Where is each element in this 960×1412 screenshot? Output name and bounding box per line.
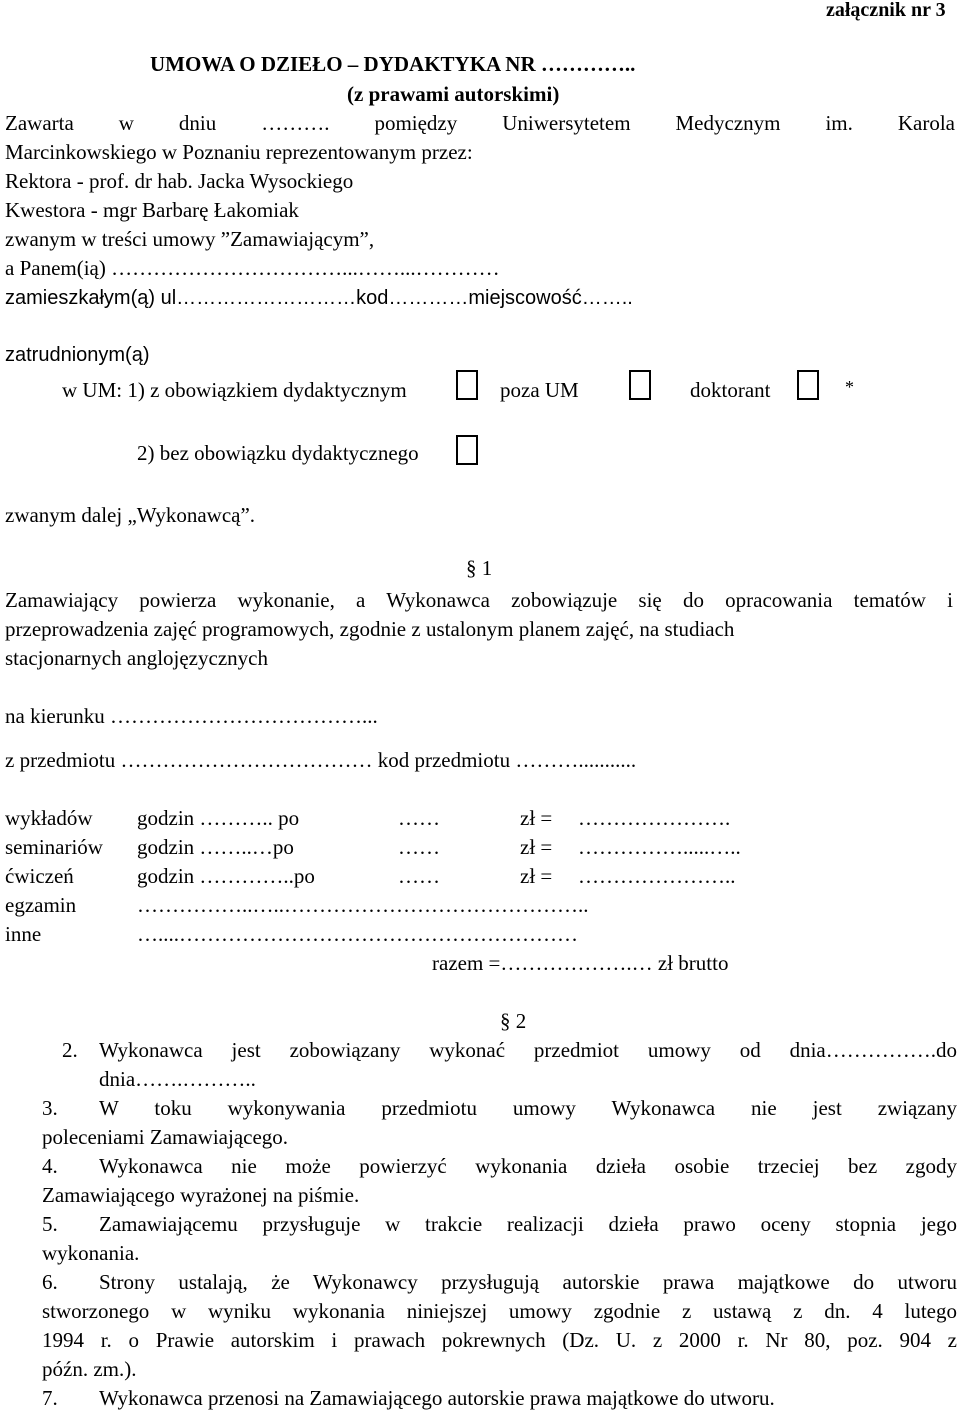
- rate-row-rate: ……: [398, 806, 440, 830]
- subject-line: z przedmiotu ……………………………… kod przedmiotu ………...........: [5, 748, 637, 772]
- item-text-line: W toku wykonywania przedmiotu umowy Wykonawca nie jest związany: [99, 1096, 957, 1120]
- item-number: 3.: [42, 1096, 58, 1120]
- employment-doctoral-label: doktorant: [690, 378, 771, 402]
- rate-row-hours: godzin ……….. po: [137, 806, 300, 830]
- field-of-study-line: na kierunku ………………………………...: [5, 704, 378, 728]
- parties-line-4: Kwestora - mgr Barbarę Łakomiak: [5, 198, 299, 222]
- rate-row-total: ………………….: [578, 806, 731, 830]
- annex-label: załącznik nr 3: [826, 0, 946, 21]
- item-text-line: Zamawiającemu przysługuje w trakcie realizacji dzieła prawo oceny stopnia jego: [99, 1212, 957, 1236]
- checkbox-without-teaching-duty[interactable]: [456, 435, 478, 465]
- item-text-line: poleceniami Zamawiającego.: [42, 1125, 289, 1149]
- employment-label: zatrudnionym(ą): [5, 344, 150, 366]
- item-number: 2.: [62, 1038, 78, 1062]
- item-text-line: Zamawiającego wyrażonej na piśmie.: [42, 1183, 360, 1207]
- total-gross-line: razem =……………….… zł brutto: [432, 951, 729, 975]
- rate-row-hours: godzin ……..…po: [137, 835, 294, 859]
- section-1-text-line-2: przeprowadzenia zajęć programowych, zgodnie z ustalonym planem zajęć, na studiach: [5, 617, 735, 641]
- rate-row-label: seminariów: [5, 835, 103, 859]
- rate-row-currency: zł =: [520, 864, 553, 888]
- contract-title: UMOWA O DZIEŁO – DYDAKTYKA NR …………..: [150, 52, 636, 76]
- rate-row-currency: zł =: [520, 835, 553, 859]
- footnote-asterisk: *: [845, 377, 854, 397]
- item-text-line: Wykonawca przenosi na Zamawiającego autorskie prawa majątkowe do utworu.: [99, 1386, 775, 1410]
- rate-row-rate: ……: [398, 835, 440, 859]
- item-text-line: dnia…….………..: [99, 1067, 256, 1091]
- checkbox-doctoral[interactable]: [797, 370, 819, 400]
- item-text-line: stworzonego w wyniku wykonania niniejszej umowy zgodnie z ustawą z dn. 4 lutego: [42, 1299, 957, 1323]
- item-text-line: 1994 r. o Prawie autorskim i prawach pokrewnych (Dz. U. z 2000 r. Nr 80, poz. 904 z: [42, 1328, 957, 1352]
- section-1-text-line-1: Zamawiający powierza wykonanie, a Wykonawca zobowiązuje się do opracowania tematów i: [5, 588, 953, 612]
- contractor-name-line: a Panem(ią) ……………………………...……...…………: [5, 256, 500, 280]
- item-text-line: Wykonawca nie może powierzyć wykonania dzieła osobie trzeciej bez zgody: [99, 1154, 957, 1178]
- contractor-address-line: zamieszkałym(ą) ul………………………kod…………miejscowość……..: [5, 287, 633, 309]
- rate-row-total: …………………..: [578, 864, 736, 888]
- section-2-heading: § 2: [500, 1009, 527, 1033]
- rate-row-hours: ……………..…..……………………………………..: [137, 893, 589, 917]
- item-text-line: Strony ustalają, że Wykonawcy przysługują autorskie prawa majątkowe do utworu: [99, 1270, 957, 1294]
- item-number: 4.: [42, 1154, 58, 1178]
- section-1-text-line-3: stacjonarnych anglojęzycznych: [5, 646, 268, 670]
- rate-row-label: inne: [5, 922, 42, 946]
- contract-subtitle: (z prawami autorskimi): [347, 82, 560, 106]
- item-number: 5.: [42, 1212, 58, 1236]
- rate-row-hours: …....…………………………………………………: [137, 922, 578, 946]
- checkbox-with-teaching-duty[interactable]: [456, 370, 478, 400]
- rate-row-hours: godzin …………..po: [137, 864, 315, 888]
- rate-row-rate: ……: [398, 864, 440, 888]
- rate-row-label: ćwiczeń: [5, 864, 74, 888]
- employment-outside-um-label: poza UM: [500, 378, 579, 402]
- rate-row-label: wykładów: [5, 806, 93, 830]
- item-number: 7.: [42, 1386, 58, 1410]
- parties-line-5: zwanym w treści umowy ”Zamawiającym”,: [5, 227, 375, 251]
- item-number: 6.: [42, 1270, 58, 1294]
- item-text-line: Wykonawca jest zobowiązany wykonać przedmiot umowy od dnia…………….do: [99, 1038, 957, 1062]
- rate-row-total: …………….....…..: [578, 835, 741, 859]
- parties-line-1: Zawarta w dniu ………. pomiędzy Uniwersytetem Medycznym im. Karola: [5, 111, 955, 135]
- item-text-line: wykonania.: [42, 1241, 140, 1265]
- rate-row-label: egzamin: [5, 893, 77, 917]
- parties-line-2: Marcinkowskiego w Poznaniu reprezentowanym przez:: [5, 140, 473, 164]
- parties-line-3: Rektora - prof. dr hab. Jacka Wysockiego: [5, 169, 354, 193]
- rate-row-currency: zł =: [520, 806, 553, 830]
- employment-no-duty-label: 2) bez obowiązku dydaktycznego: [137, 441, 419, 465]
- checkbox-outside-um[interactable]: [629, 370, 651, 400]
- contractor-designation: zwanym dalej „Wykonawcą”.: [5, 503, 256, 527]
- employment-in-um-label: w UM: 1) z obowiązkiem dydaktycznym: [62, 378, 407, 402]
- item-text-line: późn. zm.).: [42, 1357, 137, 1381]
- section-1-heading: § 1: [466, 556, 493, 580]
